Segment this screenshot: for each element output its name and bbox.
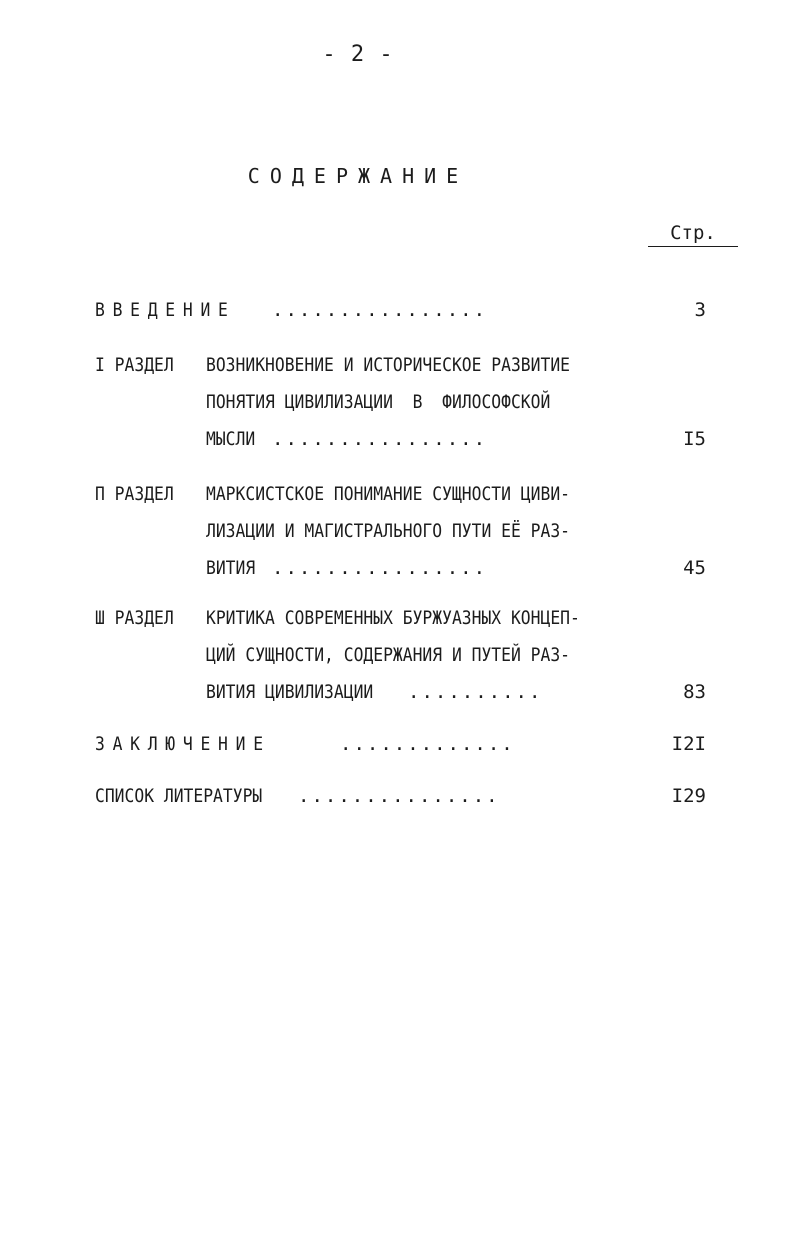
toc-entry-title: ЗАКЛЮЧЕНИЕ xyxy=(95,733,271,755)
dot-leader: ............. xyxy=(340,733,515,755)
toc-entry-page: I5 xyxy=(683,428,706,450)
contents-heading: СОДЕРЖАНИЕ xyxy=(247,164,469,188)
toc-entry-title-line-3: МЫСЛИ xyxy=(206,428,256,450)
toc-entry-title-line-2: ЦИЙ СУЩНОСТИ, СОДЕРЖАНИЯ И ПУТЕЙ РАЗ- xyxy=(206,644,570,666)
dot-leader: ................ xyxy=(272,299,488,321)
dot-leader: .......... xyxy=(408,681,543,703)
page-number: - 2 - xyxy=(322,42,394,67)
toc-entry-page: I2I xyxy=(671,733,706,755)
toc-entry-page: 45 xyxy=(683,557,706,579)
toc-entry-title-line-1: КРИТИКА СОВРЕМЕННЫХ БУРЖУАЗНЫХ КОНЦЕП- xyxy=(206,607,580,629)
dot-leader: ................ xyxy=(272,557,488,579)
page-column-header: Стр. xyxy=(648,222,738,247)
dot-leader: ............... xyxy=(298,785,500,807)
toc-entry-title-line-2: ЛИЗАЦИИ И МАГИСТРАЛЬНОГО ПУТИ ЕЁ РАЗ- xyxy=(206,520,570,542)
toc-entry-title-line-1: МАРКСИСТСКОЕ ПОНИМАНИЕ СУЩНОСТИ ЦИВИ- xyxy=(206,483,570,505)
toc-entry-title: ВВЕДЕНИЕ xyxy=(95,299,236,321)
toc-entry-page: 83 xyxy=(683,681,706,703)
toc-entry-title-line-3: ВИТИЯ ЦИВИЛИЗАЦИИ xyxy=(206,681,374,703)
section-label: I РАЗДЕЛ xyxy=(95,354,174,376)
toc-entry-title-line-2: ПОНЯТИЯ ЦИВИЛИЗАЦИИ В ФИЛОСОФСКОЙ xyxy=(206,391,551,413)
dot-leader: ................ xyxy=(272,428,488,450)
section-label: Ш РАЗДЕЛ xyxy=(95,607,174,629)
toc-entry-title: СПИСОК ЛИТЕРАТУРЫ xyxy=(95,785,263,807)
toc-entry-title-line-3: ВИТИЯ xyxy=(206,557,256,579)
toc-entry-page: I29 xyxy=(671,785,706,807)
section-label: П РАЗДЕЛ xyxy=(95,483,174,505)
toc-entry-page: 3 xyxy=(694,299,706,321)
toc-entry-title-line-1: ВОЗНИКНОВЕНИЕ И ИСТОРИЧЕСКОЕ РАЗВИТИЕ xyxy=(206,354,570,376)
